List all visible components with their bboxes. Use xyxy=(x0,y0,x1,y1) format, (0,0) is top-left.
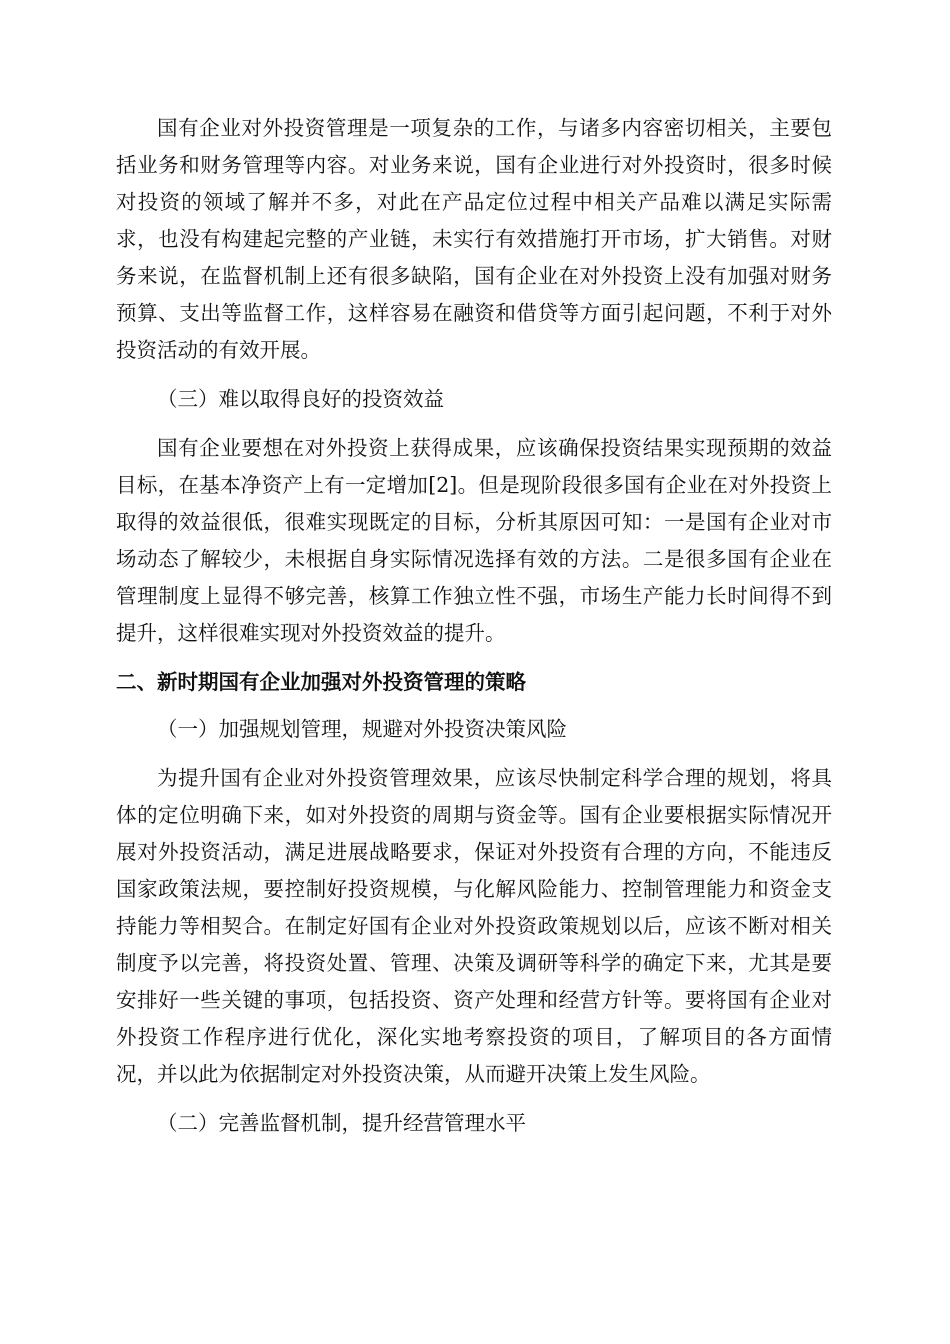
document-body xyxy=(116,110,832,1154)
subsection-heading: （二）完善监督机制，提升经营管理水平 xyxy=(157,1111,526,1135)
body-paragraph: 国有企业要想在对外投资上获得成果，应该确保投资结果实现预期的效益目标，在基本净资产上有一定增加[2]。但是现阶段很多国有企业在对外投资上取得的效益很低，很难实现既定的目标，分析其原因可知：一是国有企业对市场动态了解较少，未根据自身实际情况选择有效的方法。二是很多国有企业在管理制度上显得不够完善，核算工作独立性不强，市场生产能力长时间得不到提升，这样很难实现对外投资效益的提升。 xyxy=(116,436,832,645)
subsection-heading: （一）加强规划管理，规避对外投资决策风险 xyxy=(157,717,567,741)
section-heading: 二、新时期国有企业加强对外投资管理的策略 xyxy=(116,670,526,694)
body-paragraph: 为提升国有企业对外投资管理效果，应该尽快制定科学合理的规划，将具体的定位明确下来，如对外投资的周期与资金等。国有企业要根据实际情况开展对外投资活动，满足进展战略要求，保证对外投资有合理的方向，不能违反国家政策法规，要控制好投资规模，与化解风险能力、控制管理能力和资金支持能力等相契合。在制定好国有企业对外投资政策规划以后，应该不断对相关制度予以完善，将投资处置、管理、决策及调研等科学的确定下来，尤其是要安排好一些关键的事项，包括投资、资产处理和经营方针等。要将国有企业对外投资工作程序进行优化，深化实地考察投资的项目，了解项目的各方面情况，并以此为依据制定对外投资决策，从而避开决策上发生风险。 xyxy=(116,766,832,1086)
subsection-heading: （三）难以取得良好的投资效益 xyxy=(157,387,444,411)
body-paragraph: 国有企业对外投资管理是一项复杂的工作，与诸多内容密切相关，主要包括业务和财务管理等内容。对业务来说，国有企业进行对外投资时，很多时候对投资的领域了解并不多，对此在产品定位过程中相关产品难以满足实际需求，也没有构建起完整的产业链，未实行有效措施打开市场，扩大销售。对财务来说，在监督机制上还有很多缺陷，国有企业在对外投资上没有加强对财务预算、支出等监督工作，这样容易在融资和借贷等方面引起问题，不利于对外投资活动的有效开展。 xyxy=(116,116,832,362)
